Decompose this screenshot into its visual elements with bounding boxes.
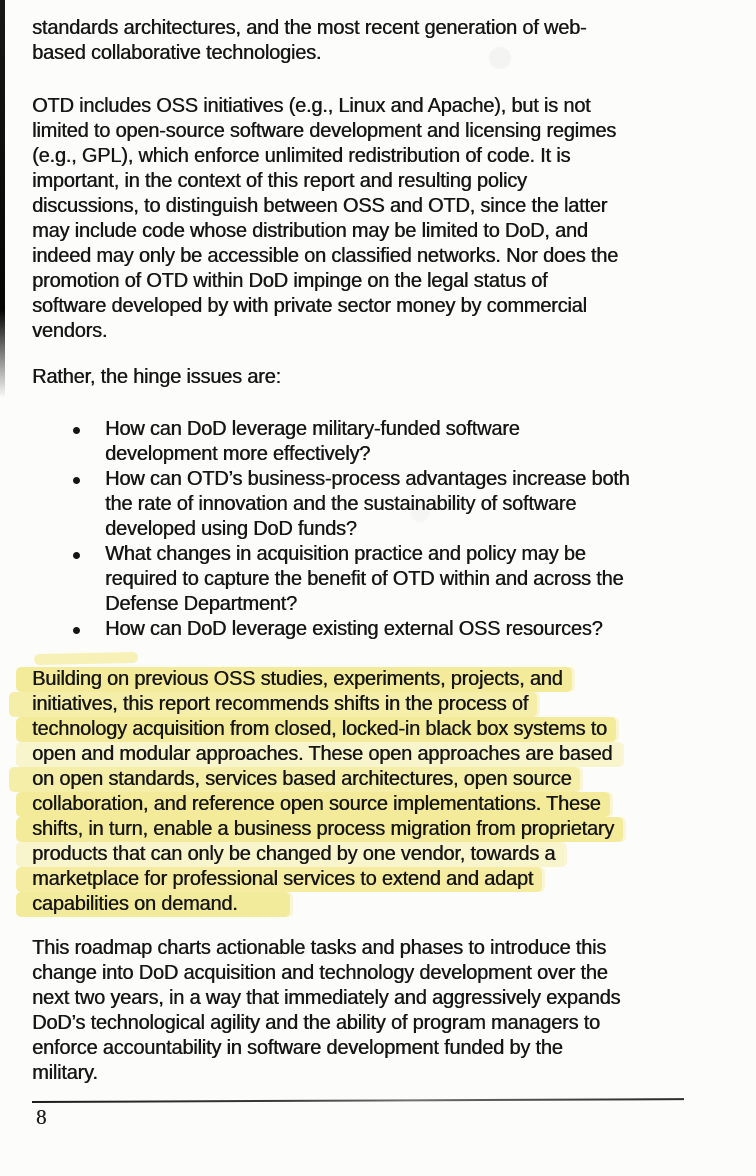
bullet-icon	[73, 427, 80, 434]
page-number: 8	[36, 1105, 47, 1129]
text-line: How can DoD leverage military-funded software	[105, 418, 520, 440]
bullet-item	[32, 417, 736, 467]
text-line: (e.g., GPL), which enforce unlimited redistribution of code. It is	[32, 145, 571, 167]
text-line: required to capture the benefit of OTD within and across the	[105, 568, 624, 590]
text-line: developed using DoD funds?	[105, 518, 357, 540]
text-line	[32, 717, 736, 742]
bullet-text	[105, 617, 602, 642]
text-line: What changes in acquisition practice and policy may be	[105, 543, 586, 565]
text-line	[32, 767, 736, 792]
text-line	[32, 742, 736, 767]
bullet-item	[32, 542, 736, 617]
text-line: software developed by with private sector money by commercial	[32, 295, 587, 317]
scan-edge-artifact	[0, 0, 5, 398]
highlighter-overshoot-streak	[34, 652, 138, 665]
text-line	[32, 667, 736, 692]
text-line: How can OTD’s business-process advantages increase both	[105, 468, 630, 490]
highlighted-text: collaboration, and reference open source implementations. These	[16, 792, 610, 817]
text-line: enforce accountability in software development funded by the	[32, 1037, 563, 1059]
text-line	[32, 892, 736, 917]
text-line: next two years, in a way that immediately and aggressively expands	[32, 987, 621, 1009]
bullet-text	[105, 417, 520, 467]
text-line: change into DoD acquisition and technology development over the	[32, 962, 608, 984]
text-line: limited to open-source software development and licensing regimes	[32, 120, 616, 142]
text-line	[32, 867, 736, 892]
text-line: indeed may only be accessible on classified networks. Nor does the	[32, 245, 619, 267]
highlighted-text: initiatives, this report recommends shifts in the process of	[9, 692, 537, 717]
highlighted-text: Building on previous OSS studies, experiments, projects, and	[16, 667, 572, 692]
text-line: Rather, the hinge issues are:	[32, 366, 281, 388]
text-line: promotion of OTD within DoD impinge on the legal status of	[32, 270, 548, 292]
bullet-icon	[73, 552, 80, 559]
text-line: Defense Department?	[105, 593, 297, 615]
text-line: This roadmap charts actionable tasks and phases to introduce this	[32, 937, 606, 959]
paragraph-web-technologies	[32, 16, 736, 66]
bullet-icon	[73, 627, 80, 634]
bullet-item	[32, 617, 736, 642]
text-line: standards architectures, and the most recent generation of web-	[32, 17, 587, 39]
text-line: DoD’s technological agility and the ability of program managers to	[32, 1012, 600, 1034]
bullet-item	[32, 467, 736, 542]
highlighted-text: technology acquisition from closed, locked-in black box systems to	[16, 717, 616, 742]
text-line	[32, 792, 736, 817]
text-line	[32, 842, 736, 867]
paragraph-otd-oss-distinction	[32, 94, 736, 344]
footnote-rule	[32, 1098, 684, 1103]
hinge-issues-bullet-list	[32, 417, 736, 642]
text-line	[32, 817, 736, 842]
text-line: military.	[32, 1062, 98, 1084]
text-line: may include code whose distribution may be limited to DoD, and	[32, 220, 588, 242]
bullet-text	[105, 467, 629, 542]
highlighted-text: capabilities on demand.	[16, 892, 290, 917]
paragraph-highlighted-recommendation	[32, 667, 736, 917]
text-line: important, in the context of this report and resulting policy	[32, 170, 527, 192]
highlighted-text: on open standards, services based architectures, open source	[9, 767, 580, 792]
text-line: discussions, to distinguish between OSS and OTD, since the latter	[32, 195, 608, 217]
text-line: based collaborative technologies.	[32, 42, 322, 64]
highlighted-text: open and modular approaches. These open approaches are based	[16, 742, 621, 767]
bullet-icon	[73, 477, 80, 484]
highlighted-text: marketplace for professional services to extend and adapt	[16, 867, 542, 892]
highlighted-text: products that can only be changed by one vendor, towards a	[16, 842, 564, 867]
text-line: the rate of innovation and the sustainability of software	[105, 493, 577, 515]
text-line: How can DoD leverage existing external OSS resources?	[105, 618, 603, 640]
text-line	[32, 692, 736, 717]
text-line: vendors.	[32, 320, 108, 342]
paragraph-hinge-issues-lead-in	[32, 365, 736, 390]
paragraph-roadmap	[32, 936, 736, 1086]
text-line: OTD includes OSS initiatives (e.g., Linux and Apache), but is not	[32, 95, 591, 117]
bullet-text	[105, 542, 623, 617]
text-line: development more effectively?	[105, 443, 371, 465]
highlighted-text: shifts, in turn, enable a business process migration from proprietary	[16, 817, 623, 842]
